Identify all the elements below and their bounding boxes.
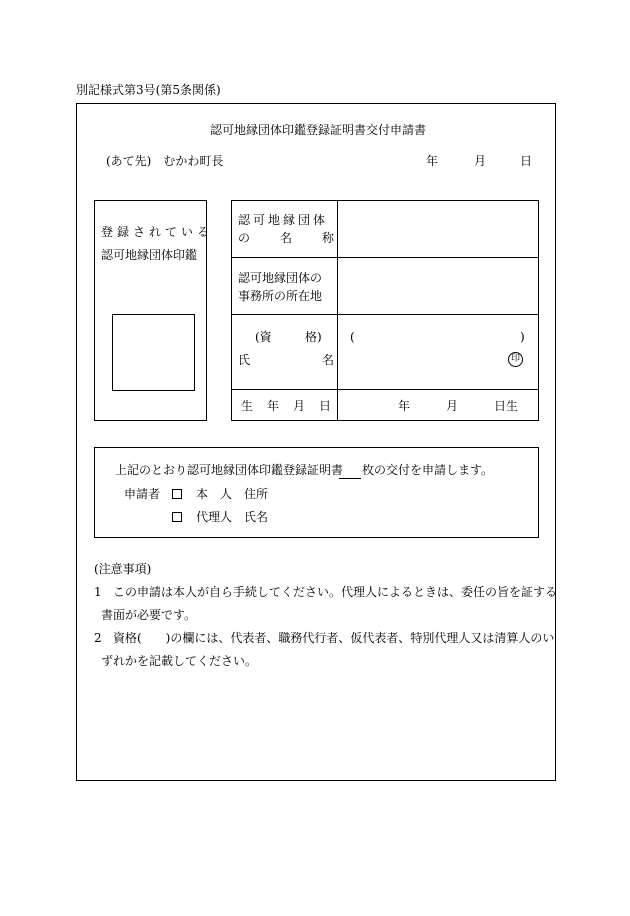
org-name-label-1: 認可地縁団体 bbox=[238, 213, 329, 227]
birth-day: 日生 bbox=[494, 399, 519, 413]
agent-checkbox[interactable] bbox=[172, 512, 182, 522]
table-divider-2 bbox=[231, 314, 539, 315]
birth-label-1: 生 bbox=[241, 399, 254, 413]
birth-label-4: 日 bbox=[319, 399, 332, 413]
name-label: 氏名 bbox=[244, 510, 269, 524]
self-checkbox[interactable] bbox=[172, 489, 182, 499]
note-1-line-1: この申請は本人が自ら手続してください。代理人によるときは、委任の旨を証する bbox=[113, 585, 558, 599]
seal-mark-icon: 印 bbox=[508, 352, 523, 367]
form-title: 認可地縁団体印鑑登録証明書交付申請書 bbox=[210, 123, 427, 137]
qualification-label-a: (資 bbox=[255, 330, 272, 344]
representative-name-label-a: 氏 bbox=[238, 353, 251, 367]
seal-box-label-2: 認可地縁団体印鑑 bbox=[101, 248, 198, 262]
date-day: 日 bbox=[520, 154, 533, 168]
office-label-1: 認可地縁団体の bbox=[238, 271, 323, 285]
table-divider-1 bbox=[231, 257, 539, 258]
address-label: 住所 bbox=[244, 487, 269, 501]
qualification-label-b: 格) bbox=[305, 330, 322, 344]
note-2-number: 2 bbox=[94, 631, 102, 645]
self-label-b: 人 bbox=[220, 487, 233, 501]
copies-count-field[interactable] bbox=[339, 478, 361, 479]
org-name-label-2c: 称 bbox=[322, 231, 335, 245]
request-text-after: 枚の交付を申請します。 bbox=[362, 463, 494, 477]
agent-label: 代理人 bbox=[196, 510, 233, 524]
qualification-close-paren: ) bbox=[520, 330, 525, 344]
request-text-before: 上記のとおり認可地縁団体印鑑登録証明書 bbox=[115, 463, 344, 477]
office-label-2: 事務所の所在地 bbox=[238, 289, 323, 303]
note-2-line-2: ずれかを記載してください。 bbox=[101, 654, 258, 668]
birth-label-2: 年 bbox=[267, 399, 280, 413]
table-divider-vertical bbox=[337, 200, 338, 421]
form-label: 別記様式第3号(第5条関係) bbox=[76, 83, 221, 97]
note-1-line-2: 書面が必要です。 bbox=[101, 608, 197, 622]
org-name-label-2a: の bbox=[238, 231, 251, 245]
representative-name-label-b: 名 bbox=[322, 353, 335, 367]
birth-month: 月 bbox=[446, 399, 459, 413]
request-box bbox=[94, 447, 539, 538]
seal-box-label-1: 登録されている bbox=[101, 225, 214, 239]
org-name-field[interactable] bbox=[344, 222, 532, 242]
addressee: (あて先) むかわ町長 bbox=[106, 154, 224, 168]
org-name-label-2b: 名 bbox=[280, 231, 293, 245]
notes-heading: (注意事項) bbox=[94, 562, 152, 576]
date-year: 年 bbox=[426, 154, 439, 168]
birth-year: 年 bbox=[398, 399, 411, 413]
birth-label-3: 月 bbox=[293, 399, 306, 413]
self-label-a: 本 bbox=[196, 487, 209, 501]
applicant-label: 申請者 bbox=[124, 487, 161, 501]
date-month: 月 bbox=[474, 154, 487, 168]
note-1-number: 1 bbox=[94, 585, 102, 599]
qualification-open-paren: ( bbox=[350, 330, 355, 344]
note-2-line-1: 資格( )の欄には、代表者、職務代行者、仮代表者、特別代理人又は清算人のい bbox=[113, 631, 555, 645]
table-divider-3 bbox=[231, 389, 539, 390]
seal-impression-area[interactable] bbox=[112, 314, 195, 391]
office-address-field[interactable] bbox=[344, 280, 532, 300]
